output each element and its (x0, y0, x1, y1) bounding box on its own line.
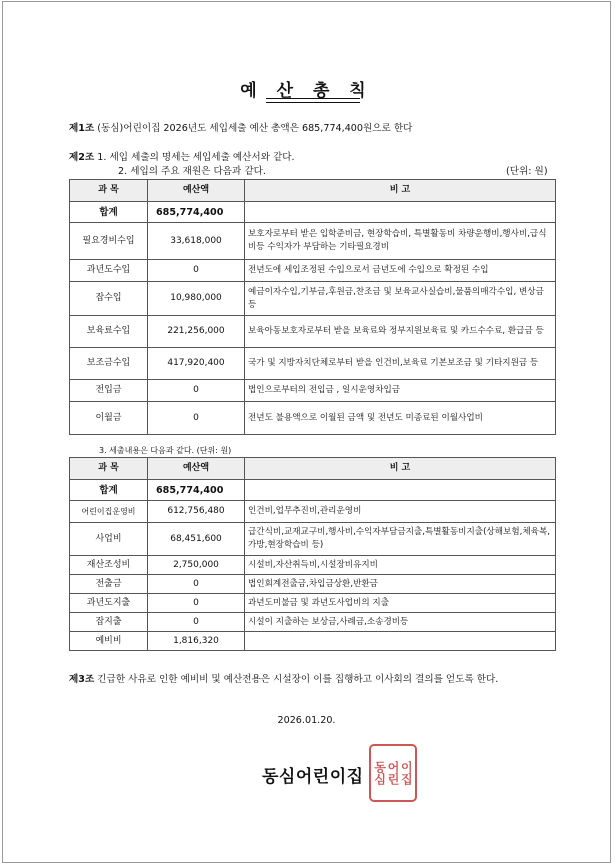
row-note: 보육아동보호자로부터 받을 보육료와 정부지원보육료 및 카드수수료, 환급금 등 (245, 316, 556, 348)
revenue-header-amount: 예산액 (148, 180, 245, 202)
revenue-total-amount: 685,774,400 (148, 202, 245, 223)
row-item: 과년도수입 (70, 260, 148, 282)
article3 (69, 671, 498, 685)
article2-label: 제2조 (69, 152, 95, 163)
table-row (70, 260, 556, 282)
document-page (2, 1, 611, 863)
row-note: 국가 및 지방자치단체로부터 받을 인건비,보육료 기본보조금 및 기타지원금 등 (245, 348, 556, 380)
row-amount: 0 (148, 613, 245, 632)
article3-text: 긴급한 사유로 인한 예비비 및 예산전용은 시설장이 이를 집행하고 이사회의 결의를 얻도록 한다. (97, 674, 499, 685)
table-row (70, 223, 556, 260)
row-item: 필요경비수입 (70, 223, 148, 260)
table-row (70, 316, 556, 348)
row-amount: 221,256,000 (148, 316, 245, 348)
article2-item3: 3. 세출내용은 다음과 같다. (단위: 원) (99, 446, 232, 455)
expense-table (69, 457, 556, 651)
row-amount: 33,618,000 (148, 223, 245, 260)
page-title: 예 산 총 칙 (240, 81, 373, 101)
row-item: 재산조성비 (70, 556, 148, 575)
table-row (70, 523, 556, 556)
table-row (70, 282, 556, 316)
table-row (70, 556, 556, 575)
expense-total-note (245, 480, 556, 501)
row-amount: 68,451,600 (148, 523, 245, 556)
row-amount: 2,750,000 (148, 556, 245, 575)
row-note: 급간식비,교재교구비,행사비,수익자부담금지출,특별활동비지출(상해보험,체육복,가방,현장학습비 등) (245, 523, 556, 556)
row-item: 이월금 (70, 402, 148, 435)
article2-item1: 1. 세입 세출의 명세는 세입세출 예산서와 같다. (97, 152, 295, 163)
article1 (69, 120, 412, 134)
table-row (70, 632, 556, 651)
table-row (70, 348, 556, 380)
document-date: 2026.01.20. (277, 715, 336, 726)
expense-total-label: 합계 (70, 480, 148, 501)
table-row (70, 380, 556, 402)
table-row (70, 575, 556, 594)
row-item: 어린이집운영비 (70, 501, 148, 523)
row-note: 전년도 불용액으로 이월된 금액 및 전년도 미종료된 이월사업비 (245, 402, 556, 435)
row-item: 보육료수입 (70, 316, 148, 348)
revenue-header-item: 과 목 (70, 180, 148, 202)
row-amount: 1,816,320 (148, 632, 245, 651)
expense-total-row (70, 480, 556, 501)
row-note (245, 632, 556, 651)
row-amount: 0 (148, 380, 245, 402)
table-row (70, 613, 556, 632)
row-note: 법인회계전출금,차입금상환,반환금 (245, 575, 556, 594)
title-underline (266, 98, 360, 103)
article2 (69, 149, 295, 163)
revenue-total-note (245, 202, 556, 223)
row-note: 시설비,자산취득비,시설장비유지비 (245, 556, 556, 575)
official-seal-stamp: 동심 어린 이집 (369, 744, 417, 802)
expense-header-row (70, 458, 556, 480)
revenue-header-note: 비 고 (245, 180, 556, 202)
row-amount: 10,980,000 (148, 282, 245, 316)
article2-item2: 2. 세입의 주요 재원은 다음과 같다. (118, 166, 266, 177)
row-item: 사업비 (70, 523, 148, 556)
row-note: 예금이자수입,기부금,후원금,찬조금 및 보육교사실습비,물품의매각수입, 변상금 등 (245, 282, 556, 316)
row-amount: 0 (148, 260, 245, 282)
article1-label: 제1조 (69, 123, 95, 134)
table-row (70, 594, 556, 613)
row-amount: 0 (148, 594, 245, 613)
organization-name: 동심어린이집 (262, 767, 364, 787)
revenue-total-label: 합계 (70, 202, 148, 223)
expense-header-item: 과 목 (70, 458, 148, 480)
row-item: 예비비 (70, 632, 148, 651)
row-note: 인건비,업무추진비,관리운영비 (245, 501, 556, 523)
expense-header-amount: 예산액 (148, 458, 245, 480)
table-row (70, 402, 556, 435)
row-note: 전년도에 세입조정된 수입으로서 금년도에 수입으로 확정된 수입 (245, 260, 556, 282)
row-amount: 0 (148, 402, 245, 435)
revenue-total-row (70, 202, 556, 223)
table-row (70, 501, 556, 523)
revenue-unit: (단위: 원) (506, 166, 548, 177)
row-note: 과년도미불금 및 과년도사업비의 지출 (245, 594, 556, 613)
row-note: 시설이 지출하는 보상금,사례금,소송경비등 (245, 613, 556, 632)
row-item: 전입금 (70, 380, 148, 402)
row-item: 잡지출 (70, 613, 148, 632)
article1-text: (동심)어린이집 2026년도 세입세출 예산 총액은 685,774,400원으로 한다 (97, 123, 413, 134)
row-item: 잡수입 (70, 282, 148, 316)
row-note: 법인으로부터의 전입금 , 일시운영차입금 (245, 380, 556, 402)
row-note: 보호자로부터 받은 입학준비금, 현장학습비, 특별활동비 차량운행비,행사비,급식비등 수익자가 부담하는 기타필요경비 (245, 223, 556, 260)
revenue-table (69, 179, 556, 435)
row-amount: 417,920,400 (148, 348, 245, 380)
row-amount: 612,756,480 (148, 501, 245, 523)
row-item: 전출금 (70, 575, 148, 594)
expense-total-amount: 685,774,400 (148, 480, 245, 501)
row-item: 보조금수입 (70, 348, 148, 380)
expense-header-note: 비 고 (245, 458, 556, 480)
article3-label: 제3조 (69, 674, 95, 685)
row-item: 과년도지출 (70, 594, 148, 613)
row-amount: 0 (148, 575, 245, 594)
revenue-header-row (70, 180, 556, 202)
